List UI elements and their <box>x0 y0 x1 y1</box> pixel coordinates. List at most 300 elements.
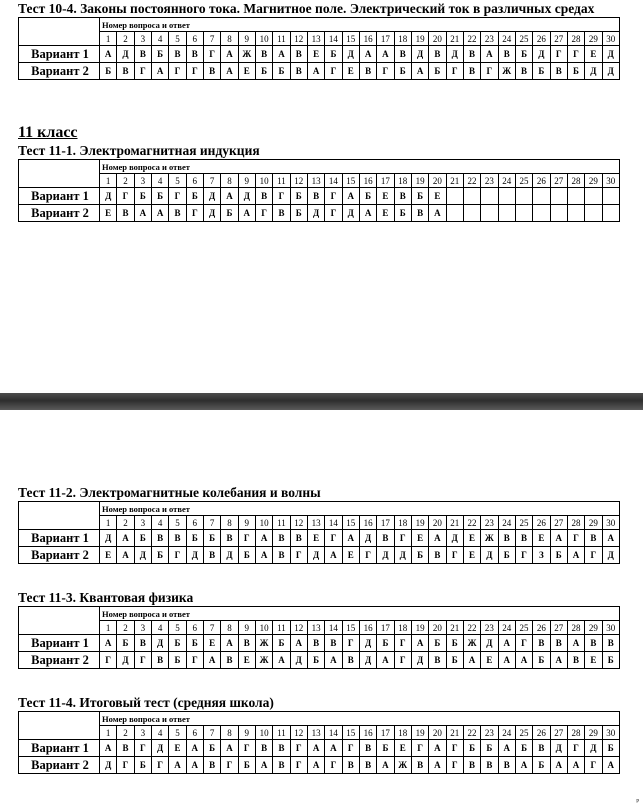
answer-cell: А <box>325 740 342 757</box>
answer-cell: Д <box>100 757 117 774</box>
answer-cell: Б <box>446 635 463 652</box>
answer-cell: В <box>255 46 272 63</box>
variant-label: Вариант 2 <box>19 547 100 564</box>
question-number: 23 <box>481 516 498 530</box>
answer-table <box>18 159 620 222</box>
answer-cell: Б <box>411 188 428 205</box>
question-number: 1 <box>100 516 117 530</box>
answer-cell: Б <box>151 46 168 63</box>
question-number: 24 <box>498 516 515 530</box>
corner-cell <box>19 712 100 740</box>
answer-cell: Б <box>134 530 151 547</box>
answer-cell <box>463 188 480 205</box>
answer-cell <box>446 205 463 222</box>
question-number: 15 <box>342 516 359 530</box>
answer-cell <box>533 188 550 205</box>
answer-cell: Е <box>411 530 428 547</box>
question-number: 16 <box>359 726 376 740</box>
answer-cell: Б <box>394 63 411 80</box>
question-number: 29 <box>585 32 602 46</box>
answer-cell: Е <box>100 205 117 222</box>
answer-cell: Г <box>273 188 290 205</box>
question-number: 28 <box>567 726 584 740</box>
answer-cell: В <box>567 652 584 669</box>
question-number: 22 <box>463 32 480 46</box>
variant-row <box>19 205 620 222</box>
test-block <box>18 485 620 564</box>
answer-cell: Д <box>100 530 117 547</box>
question-number: 16 <box>359 174 376 188</box>
answer-cell <box>463 205 480 222</box>
answer-cell: Г <box>567 740 584 757</box>
question-number: 29 <box>585 621 602 635</box>
answer-cell: А <box>463 652 480 669</box>
answer-cell: А <box>221 63 238 80</box>
answer-cell: Г <box>169 547 186 564</box>
variant-label: Вариант 1 <box>19 740 100 757</box>
header-row <box>19 160 620 174</box>
answer-cell: Б <box>186 530 203 547</box>
question-number: 15 <box>342 621 359 635</box>
answer-cell: В <box>203 547 220 564</box>
answer-cell: А <box>221 188 238 205</box>
answer-cell: Б <box>533 652 550 669</box>
answer-cell: Г <box>377 63 394 80</box>
answer-cell: А <box>325 652 342 669</box>
answer-cell: Ж <box>463 635 480 652</box>
variant-label: Вариант 1 <box>19 635 100 652</box>
answer-cell: Б <box>117 635 134 652</box>
question-number: 8 <box>221 621 238 635</box>
answer-cell: Б <box>602 740 619 757</box>
answer-cell: Д <box>446 530 463 547</box>
question-number: 3 <box>134 174 151 188</box>
answer-cell <box>515 205 532 222</box>
test-title: Тест 11-3. Квантовая физика <box>18 590 194 605</box>
variant-label: Вариант 2 <box>19 757 100 774</box>
question-number: 30 <box>602 726 619 740</box>
answer-cell: Г <box>325 530 342 547</box>
answer-cell: Д <box>411 46 428 63</box>
answer-cell: А <box>429 757 446 774</box>
answer-cell: В <box>463 757 480 774</box>
answer-cell: Е <box>585 652 602 669</box>
answer-cell: В <box>429 46 446 63</box>
answer-cell: Г <box>394 652 411 669</box>
answer-cell: Б <box>134 188 151 205</box>
answer-cell: Г <box>290 757 307 774</box>
answer-cell: В <box>186 46 203 63</box>
answer-cell: А <box>567 635 584 652</box>
answer-cell: Г <box>585 547 602 564</box>
question-number: 28 <box>567 516 584 530</box>
answer-cell: Г <box>255 205 272 222</box>
question-number: 12 <box>290 516 307 530</box>
answer-cell: Б <box>273 63 290 80</box>
answer-cell: А <box>100 740 117 757</box>
question-number: 20 <box>429 621 446 635</box>
answer-cell: В <box>134 46 151 63</box>
answer-cell: Д <box>481 635 498 652</box>
answer-cell: Д <box>203 205 220 222</box>
answer-cell: Б <box>290 205 307 222</box>
question-number: 8 <box>221 32 238 46</box>
answer-cell: В <box>290 46 307 63</box>
variant-row <box>19 530 620 547</box>
question-number: 14 <box>325 516 342 530</box>
answer-cell: В <box>273 740 290 757</box>
answer-cell: В <box>585 635 602 652</box>
question-number: 10 <box>255 516 272 530</box>
question-number: 11 <box>273 621 290 635</box>
answer-cell: Б <box>221 205 238 222</box>
question-number-row <box>19 516 620 530</box>
answer-cell: Б <box>515 46 532 63</box>
answer-cell: Б <box>186 188 203 205</box>
answer-cell <box>585 205 602 222</box>
answer-cell: А <box>377 46 394 63</box>
answer-cell: Г <box>117 757 134 774</box>
answer-cell: А <box>515 652 532 669</box>
question-number: 28 <box>567 174 584 188</box>
answer-cell: В <box>117 740 134 757</box>
answer-cell: Е <box>429 188 446 205</box>
question-number: 11 <box>273 174 290 188</box>
answer-cell: Б <box>325 46 342 63</box>
answer-cell <box>550 188 567 205</box>
answer-cell: Г <box>290 547 307 564</box>
question-number: 6 <box>186 621 203 635</box>
answer-cell: Г <box>342 740 359 757</box>
test-title: Тест 11-2. Электромагнитные колебания и волны <box>18 485 321 500</box>
variant-row <box>19 740 620 757</box>
question-number: 17 <box>377 32 394 46</box>
answer-cell <box>567 188 584 205</box>
answer-cell: Г <box>359 547 376 564</box>
question-number: 22 <box>463 174 480 188</box>
question-number: 22 <box>463 621 480 635</box>
answer-cell <box>550 205 567 222</box>
question-number: 30 <box>602 32 619 46</box>
answer-cell: А <box>255 547 272 564</box>
question-number: 29 <box>585 516 602 530</box>
answer-cell: В <box>290 63 307 80</box>
corner-cell <box>19 160 100 188</box>
question-number: 8 <box>221 174 238 188</box>
answer-cell: В <box>203 63 220 80</box>
answer-cell: Б <box>100 63 117 80</box>
answer-cell: А <box>429 740 446 757</box>
question-number: 9 <box>238 516 255 530</box>
test-block <box>18 590 620 669</box>
answer-cell: Е <box>377 205 394 222</box>
answer-cell: Б <box>533 757 550 774</box>
answer-cell: Д <box>602 46 619 63</box>
answer-cell: А <box>411 63 428 80</box>
question-number: 10 <box>255 32 272 46</box>
answer-cell: Д <box>585 63 602 80</box>
answer-cell: В <box>377 530 394 547</box>
answer-cell: А <box>498 635 515 652</box>
answer-cell: Д <box>602 547 619 564</box>
answer-cell: А <box>221 740 238 757</box>
question-number: 5 <box>169 174 186 188</box>
answer-cell <box>481 205 498 222</box>
answer-cell: А <box>273 652 290 669</box>
grade-heading: 11 класс <box>18 124 78 141</box>
answer-cell: А <box>411 635 428 652</box>
question-number: 5 <box>169 32 186 46</box>
answer-cell: В <box>498 530 515 547</box>
header-row <box>19 502 620 516</box>
question-number: 29 <box>585 174 602 188</box>
question-number: 3 <box>134 621 151 635</box>
question-number: 10 <box>255 174 272 188</box>
answer-cell: Д <box>533 46 550 63</box>
answer-cell <box>498 188 515 205</box>
question-number: 19 <box>411 32 428 46</box>
question-number: 2 <box>117 174 134 188</box>
question-number: 9 <box>238 621 255 635</box>
answer-cell: А <box>255 757 272 774</box>
question-number: 23 <box>481 174 498 188</box>
answer-table <box>18 17 620 80</box>
answer-cell: Г <box>446 740 463 757</box>
variant-label: Вариант 2 <box>19 652 100 669</box>
answer-cell: Д <box>186 547 203 564</box>
question-number: 12 <box>290 32 307 46</box>
question-number: 12 <box>290 174 307 188</box>
question-number: 7 <box>203 726 220 740</box>
question-number: 2 <box>117 621 134 635</box>
question-number: 24 <box>498 174 515 188</box>
question-number-row <box>19 726 620 740</box>
answer-cell: В <box>342 652 359 669</box>
answer-cell: Г <box>169 188 186 205</box>
answer-cell: Ж <box>255 635 272 652</box>
answer-cell: Е <box>394 740 411 757</box>
answer-cell: В <box>307 188 324 205</box>
question-number: 23 <box>481 32 498 46</box>
answer-cell: Б <box>429 63 446 80</box>
answer-cell: А <box>117 547 134 564</box>
answer-cell: В <box>463 46 480 63</box>
answer-cell: Б <box>377 635 394 652</box>
answer-cell: Б <box>203 530 220 547</box>
answer-cell: Е <box>377 188 394 205</box>
question-number: 14 <box>325 726 342 740</box>
test-title: Тест 11-4. Итоговый тест (средняя школа) <box>18 695 274 710</box>
answer-cell: А <box>238 205 255 222</box>
answer-cell: Д <box>394 547 411 564</box>
answer-cell: Б <box>134 757 151 774</box>
question-number: 15 <box>342 32 359 46</box>
question-number-row <box>19 174 620 188</box>
answer-cell: Е <box>238 63 255 80</box>
answer-cell: А <box>100 46 117 63</box>
question-number: 11 <box>273 32 290 46</box>
variant-label: Вариант 1 <box>19 188 100 205</box>
answer-cell: А <box>550 757 567 774</box>
question-number: 7 <box>203 32 220 46</box>
answer-cell: В <box>273 205 290 222</box>
answer-cell: Б <box>151 547 168 564</box>
answer-cell: А <box>498 740 515 757</box>
answer-cell: А <box>359 46 376 63</box>
answer-cell: В <box>429 547 446 564</box>
question-number: 13 <box>307 516 324 530</box>
answer-cell: А <box>429 205 446 222</box>
answer-cell: Б <box>186 635 203 652</box>
question-number: 23 <box>481 621 498 635</box>
question-number: 20 <box>429 32 446 46</box>
answer-cell: В <box>411 757 428 774</box>
answer-cell: Г <box>394 635 411 652</box>
question-header: Номер вопроса и ответ <box>100 18 620 32</box>
answer-cell: Д <box>411 652 428 669</box>
answer-cell: Д <box>446 46 463 63</box>
answer-cell: Д <box>238 188 255 205</box>
answer-cell: А <box>567 547 584 564</box>
answer-cell: А <box>221 46 238 63</box>
answer-cell: А <box>498 652 515 669</box>
answer-cell: Е <box>307 530 324 547</box>
answer-cell: Б <box>377 740 394 757</box>
answer-cell: В <box>515 530 532 547</box>
answer-cell: Б <box>238 547 255 564</box>
answer-cell: В <box>515 63 532 80</box>
answer-cell <box>585 188 602 205</box>
answer-cell: В <box>134 635 151 652</box>
question-number: 6 <box>186 174 203 188</box>
answer-cell: В <box>221 652 238 669</box>
answer-cell: А <box>307 757 324 774</box>
question-number: 16 <box>359 516 376 530</box>
header-row <box>19 712 620 726</box>
answer-cell: А <box>342 188 359 205</box>
answer-cell: Б <box>429 635 446 652</box>
answer-cell: В <box>533 740 550 757</box>
question-number: 12 <box>290 726 307 740</box>
answer-cell <box>498 205 515 222</box>
answer-cell: Б <box>307 652 324 669</box>
answer-cell: Г <box>325 757 342 774</box>
question-number: 18 <box>394 174 411 188</box>
answer-cell: Е <box>307 46 324 63</box>
answer-cell: В <box>238 635 255 652</box>
answer-cell: Г <box>238 530 255 547</box>
answer-cell: Е <box>342 63 359 80</box>
answer-cell: В <box>342 757 359 774</box>
question-number: 2 <box>117 516 134 530</box>
question-number: 3 <box>134 516 151 530</box>
question-number: 26 <box>533 32 550 46</box>
question-number: 2 <box>117 726 134 740</box>
answer-cell: В <box>533 635 550 652</box>
question-number: 15 <box>342 726 359 740</box>
answer-cell: Д <box>550 740 567 757</box>
answer-cell: Б <box>411 547 428 564</box>
answer-cell: А <box>221 635 238 652</box>
corner-cell <box>19 607 100 635</box>
question-number: 13 <box>307 726 324 740</box>
answer-cell: Г <box>186 205 203 222</box>
answer-cell: Д <box>117 652 134 669</box>
answer-cell: Д <box>307 205 324 222</box>
answer-cell: Г <box>446 63 463 80</box>
answer-cell: Д <box>359 635 376 652</box>
answer-cell <box>446 188 463 205</box>
answer-cell: Б <box>238 757 255 774</box>
answer-cell: Ж <box>498 63 515 80</box>
question-number: 30 <box>602 174 619 188</box>
answer-cell: А <box>602 757 619 774</box>
test-block <box>18 695 620 774</box>
question-number: 19 <box>411 621 428 635</box>
answer-cell: Б <box>203 740 220 757</box>
answer-cell: Г <box>117 188 134 205</box>
question-number: 13 <box>307 174 324 188</box>
question-number: 6 <box>186 726 203 740</box>
question-number: 27 <box>550 726 567 740</box>
answer-cell: Г <box>325 188 342 205</box>
answer-cell: В <box>394 188 411 205</box>
answer-cell: Г <box>394 530 411 547</box>
question-number: 27 <box>550 621 567 635</box>
answer-cell: Д <box>359 652 376 669</box>
answer-cell: В <box>602 635 619 652</box>
answer-cell: Б <box>602 652 619 669</box>
answer-cell: Е <box>100 547 117 564</box>
answer-cell: Г <box>550 46 567 63</box>
answer-cell: А <box>151 63 168 80</box>
answer-cell: Б <box>446 652 463 669</box>
answer-table <box>18 711 620 774</box>
question-number: 19 <box>411 726 428 740</box>
question-number: 10 <box>255 621 272 635</box>
answer-cell <box>567 205 584 222</box>
answer-cell: В <box>151 530 168 547</box>
question-number: 14 <box>325 32 342 46</box>
question-number: 17 <box>377 516 394 530</box>
question-number-row <box>19 32 620 46</box>
question-number: 19 <box>411 516 428 530</box>
corner-mark: ᵖ <box>636 796 639 806</box>
answer-cell: А <box>567 757 584 774</box>
answer-cell: Д <box>481 547 498 564</box>
question-number: 18 <box>394 516 411 530</box>
question-number: 6 <box>186 32 203 46</box>
answer-cell: В <box>359 63 376 80</box>
question-number: 20 <box>429 516 446 530</box>
question-header: Номер вопроса и ответ <box>100 502 620 516</box>
answer-cell: Г <box>342 635 359 652</box>
answer-cell: А <box>100 635 117 652</box>
answer-cell: В <box>359 740 376 757</box>
test-title: Тест 10-4. Законы постоянного тока. Магнитное поле. Электрический ток в различных средах <box>18 1 595 16</box>
answer-cell <box>481 188 498 205</box>
answer-cell: В <box>550 63 567 80</box>
question-number: 30 <box>602 621 619 635</box>
answer-cell: В <box>359 757 376 774</box>
answer-cell: Г <box>446 547 463 564</box>
variant-row <box>19 652 620 669</box>
question-number: 8 <box>221 726 238 740</box>
question-number: 30 <box>602 516 619 530</box>
question-number: 14 <box>325 621 342 635</box>
answer-cell: В <box>273 757 290 774</box>
question-number: 18 <box>394 621 411 635</box>
